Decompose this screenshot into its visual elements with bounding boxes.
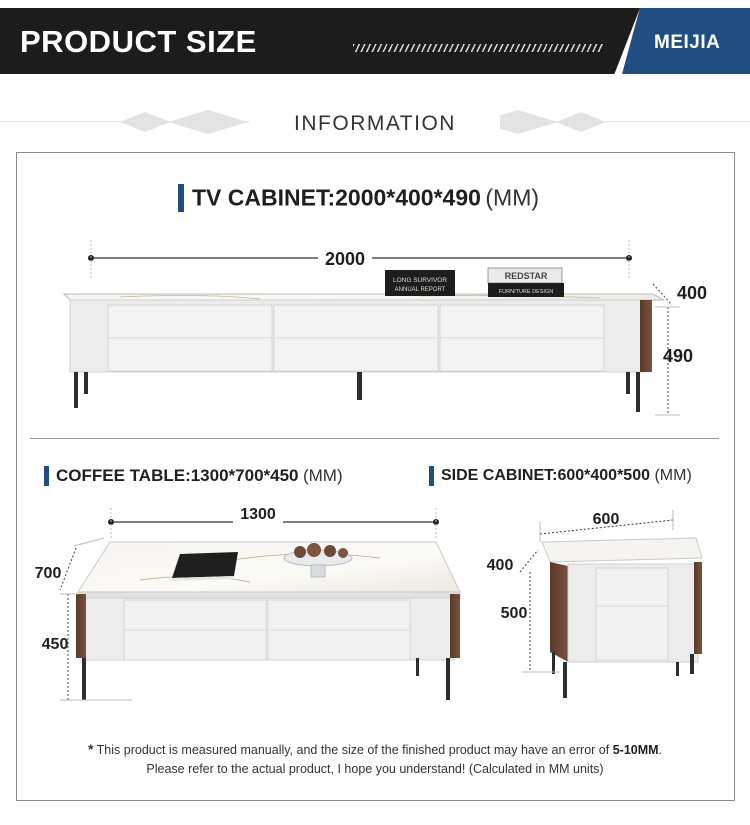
info-heading: INFORMATION — [250, 112, 500, 136]
footnote-star: * — [87, 741, 94, 757]
footnote-error-range: 5-10MM — [612, 743, 659, 757]
title-accent-bar — [44, 466, 49, 486]
tv-height-value: 490 — [662, 346, 694, 366]
brand-name: MEIJIA — [654, 32, 721, 53]
sc-side-panel — [550, 562, 568, 662]
book-2-subtitle: FURNITURE DESIGN — [498, 289, 554, 295]
footnote — [40, 740, 710, 779]
coffee-table-title — [44, 466, 343, 486]
page-title: PRODUCT SIZE — [20, 24, 257, 59]
sc-width-value: 600 — [592, 511, 620, 528]
tv-cabinet-label: TV CABINET:2000*400*490 — [192, 184, 481, 211]
side-cabinet-drawing — [470, 500, 730, 710]
footnote-line-2: Please refer to the actual product, I hope you understand! (Calculated in MM units) — [146, 762, 604, 776]
ct-height-value: 450 — [41, 636, 69, 653]
tv-depth-line — [653, 284, 672, 305]
tv-width-value: 2000 — [324, 249, 366, 269]
ct-side-panel-left — [76, 594, 86, 658]
coffee-table-label: COFFEE TABLE:1300*700*450 — [56, 466, 299, 485]
side-cabinet-unit: (MM) — [654, 467, 692, 484]
ct-marble-top — [78, 542, 460, 592]
book-1-title: LONG SURVIVOR — [392, 277, 448, 284]
sc-height-value: 500 — [500, 605, 528, 622]
ct-side-panel-right — [450, 594, 460, 658]
footnote-period: . — [658, 743, 663, 757]
footnote-line-1 — [40, 740, 710, 760]
sc-depth-value: 400 — [486, 557, 514, 574]
header-banner — [0, 8, 750, 74]
tv-cabinet-title — [178, 184, 539, 212]
ct-width-value: 1300 — [240, 506, 276, 523]
sc-depth-line — [520, 550, 538, 572]
tv-cabinet-unit: (MM) — [485, 184, 540, 211]
ct-depth-line — [60, 548, 76, 590]
section-divider — [30, 438, 719, 439]
tv-side-panel — [640, 300, 652, 372]
tv-cabinet-drawing — [0, 225, 750, 425]
side-cabinet-title — [429, 466, 692, 486]
book-2-title: REDSTAR — [504, 271, 548, 281]
title-accent-bar — [429, 466, 434, 486]
book-1-subtitle: ANNUAL REPORT — [394, 287, 446, 293]
side-cabinet-label: SIDE CABINET:600*400*500 — [441, 467, 650, 484]
footnote-text: This product is measured manually, and the size of the finished product may have an error of — [96, 743, 610, 757]
coffee-table-drawing — [0, 500, 470, 710]
coffee-table-unit: (MM) — [302, 466, 343, 485]
sc-marble-top — [542, 538, 702, 562]
sc-door — [596, 568, 668, 660]
banner-stripes — [353, 44, 603, 52]
title-accent-bar — [178, 184, 184, 212]
decorative-diamonds-left — [120, 110, 250, 134]
ct-depth-value: 700 — [34, 565, 62, 582]
tv-depth-value: 400 — [676, 283, 708, 303]
ct-book — [172, 552, 238, 578]
